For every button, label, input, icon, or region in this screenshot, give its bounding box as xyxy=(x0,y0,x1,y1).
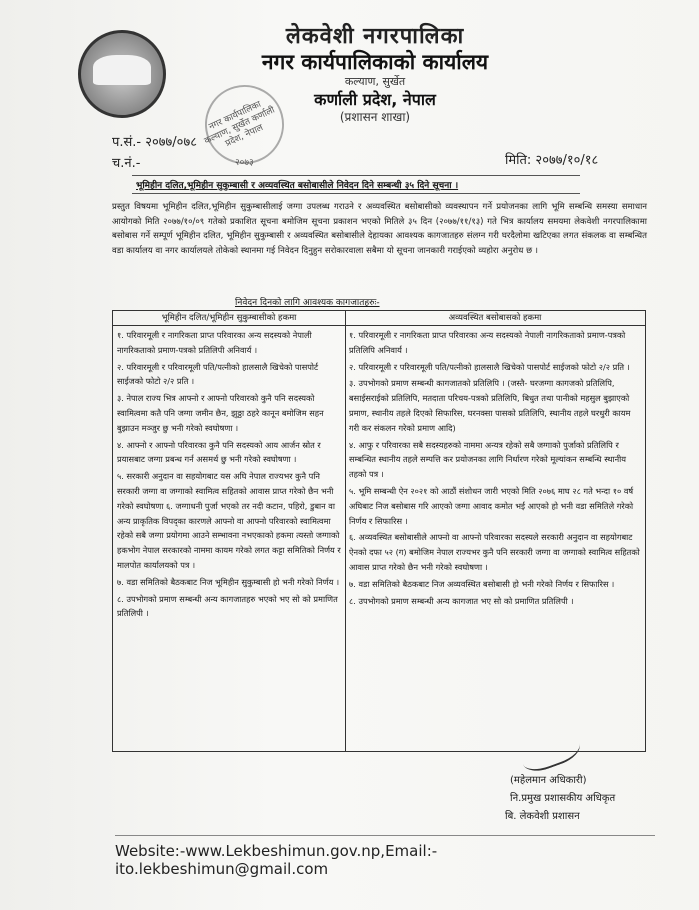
documents-required-label: निवेदन दिनको लागि आवश्यक कागजातहरुः- xyxy=(235,298,380,308)
signatory-title: नि.प्रमुख प्रशासकीय अधिकृत xyxy=(510,793,616,804)
nepal-emblem-logo xyxy=(78,30,166,118)
office-name: नगर कार्यपालिकाको कार्यालय xyxy=(261,50,489,74)
list-item: २. परिवारमूली र परिवारमूली पति/पत्नीको हालसालै खिचेको पासपोर्ट साईजको फोटो २/२ प्रति । xyxy=(349,361,630,372)
office-location: कल्याण, सुर्खेत xyxy=(344,75,406,88)
list-item: ५. सरकारी अनुदान वा सहयोगबाट यस अघि नेपाल राज्यभर कुनै पनि सरकारी जग्गा वा जग्गाको स्वामित्व सहितको आवास प्राप्त गरेको छैन भनी गरेको स्वघोषणा ६. जग्गाधनी पुर्जा भएको तर नदी कटान, पहिरो, डुबान वा अन्य प्राकृतिक विपद्का कारणले आफ्नो वा आफ्नो परिवारको स्वामित्वमा रहेको सबै जग्गा प्रयोगमा आउने सम्भावना नभएकाको हकमा त्यस्तो जग्गाको हकभोग नेपाल सरकारको नाममा कायम गरेको लगत कट्टा समितिको निर्णय र मालपोत कार्यालयको पत्र । xyxy=(117,471,341,570)
notice-subject: भूमिहीन दलित,भूमिहीन सुकुम्बासी र अव्यवस्थित बसोबासीले निवेदन दिने सम्बन्धी ३५ दिने सूचना । xyxy=(132,175,580,194)
stamp-year: २०७३ xyxy=(235,158,254,168)
list-item: २. परिवारमूली र परिवारमूली पति/पत्नीको हालसालै खिचेको पासपोर्ट साईजको फोटो २/२ प्रति । xyxy=(117,361,319,387)
requirements-table xyxy=(112,310,646,752)
left-column xyxy=(113,311,346,751)
list-item: ४. आफ्नो र आफ्नो परिवारका कुनै पनि सदस्यको आय आर्जन स्रोत र प्रयासबाट जग्गा प्रबन्ध गर्न असमर्थ छु भनी गरेको स्वघोषणा । xyxy=(117,439,321,465)
signatory-office: बि. लेकवेशी प्रशासन xyxy=(505,811,580,822)
reference-number: प.सं.- २०७७/०७८ xyxy=(112,135,197,150)
branch-name: (प्रशासन शाखा) xyxy=(339,110,411,124)
notice-body: प्रस्तुत विषयमा भूमिहीन दलित,भूमिहीन सुकुम्बासीलाई जग्गा उपलब्ध गराउने र अव्यवस्थित बसोबासीको व्यवस्थापन गर्ने प्रयोजनका लागि भूमि सम्बन्धि समस्या समाधान आयोगको मिति २०७७/१०/०९ गतेको प्रकाशित सूचना बमोजिम सूचना प्रकाशन भएको मितिले ३५ दिन (२०७७/११/१३) गते भित्र कार्यालय समयमा लेकवेशी नगरपालिकामा बसोबास गर्ने सम्पूर्ण भूमिहीन दलित, भूमिहीन सुकुम्बासी र अव्यवस्थित बसोबासीले देहायका आवश्यक कागजातहरु संलग्न गरी घरदैलोमा खटिएका लगत संकलक वा सम्बन्धित वडा कार्यालय वा नगर कार्यालयले तोकेको स्थानमा गई निवेदन दिनुहुन सरोकारवाला सबैमा यो सूचना जानकारी गराईएको व्यहोरा अनुरोध छ । xyxy=(112,202,647,256)
list-item: ७. वडा समितिको बैठकबाट निज भूमिहीन सुकुम्बासी हो भनी गरेको निर्णय । xyxy=(117,576,340,587)
municipality-name: लेकवेशी नगरपालिका xyxy=(285,24,465,49)
list-item: ७. वडा समितिको बैठकबाट निज अव्यवस्थित बसोबासी हो भनी गरेको निर्णय र सिफारिस । xyxy=(349,578,615,589)
list-item: ३. नेपाल राज्य भित्र आफ्नो र आफ्नो परिवारको कुनै पनि सदस्यको स्वामित्वमा कतै पनि जग्गा जमीन छैन, झुठ्ठा ठहरे कानून बमोजिम सहन बुझाउन मञ्जुर छु भनी गरेको स्वघोषणा । xyxy=(117,393,324,433)
dispatch-number: च.नं.- xyxy=(112,156,141,171)
stamp-text: नगर कार्यपालिका कल्याण, सुर्खेत कर्णाली प्रदेश, नेपाल xyxy=(203,99,277,150)
footer-contact: Website:-www.Lekbeshimun.gov.np,Email:- ito.lekbeshimun@gmail.com xyxy=(115,835,655,878)
list-item: ८. उपभोगको प्रमाण सम्बन्धी अन्य कागजात भए सो को प्रमाणित प्रतिलिपी । xyxy=(349,595,574,606)
list-item: १. परिवारमूली र नागरिकता प्राप्त परिवारका अन्य सदस्यको नेपाली नागरिकताको प्रमाण-पत्रको प्रतिलिपी अनिवार्य । xyxy=(117,330,312,355)
province-name: कर्णाली प्रदेश, नेपाल xyxy=(314,90,436,109)
signatory-name: (महेलमान अधिकारी) xyxy=(510,775,587,786)
list-item: ८. उपभोगको प्रमाण सम्बन्धी अन्य कागजातहरु भएको भए सो को प्रमाणित प्रतिलिपी । xyxy=(117,593,338,619)
right-column-heading: अव्यवस्थित बसोबासको हकमा xyxy=(345,311,645,326)
left-column-heading: भूमिहीन दलित/भूमिहीन सुकुम्बासीको हकमा xyxy=(113,311,345,326)
letter-date: मिति: २०७७/१०/१८ xyxy=(505,153,599,168)
list-item: ३. उपभोगको प्रमाण सम्बन्धी कागजातको प्रतिलिपि । (जस्तै- घरजग्गा कागजको प्रतिलिपि, बसाईसराईको प्रतिलिपि, मतदाता परिचय-पत्रको प्रतिलिपि, बिधुत तथा पानीको महसुल बुझाएको प्रमाण, स्थानीय तहले दिएको सिफारिस, घरनक्सा पासको प्रतिलिपि, स्थानीय तहले घरधुरी कायम गरी कर संकलन गरेको प्रमाण आदि) xyxy=(349,378,631,433)
list-item: ४. आफु र परिवारका सबै सदस्यहरुको नाममा अन्यत्र रहेको सबै जग्गाको पुर्जाको प्रतिलिपि र सम्बन्धित स्थानीय तहले सम्पत्ति कर प्रयोजनका लागि निर्धारण गरेको मूल्यांकन सम्बन्धि स्थानीय तहको पत्र । xyxy=(349,439,626,480)
right-column xyxy=(345,311,645,751)
list-item: १. परिवारमूली र नागरिकता प्राप्त परिवारका अन्य सदस्यको नेपाली नागरिकताको प्रमाण-पत्रको प्रतिलिपि अनिवार्य । xyxy=(349,330,626,355)
list-item: ५. भूमि सम्बन्धी ऐन २०२१ को आठौं संशोधन जारी भएको मिति २०७६ माघ २८ गते भन्दा १० वर्ष अघिबाट निज बसोबास गरि आएको जग्गा आवाद कमोत भई आएको हो भनी वडा समितिले गरेको निर्णय र सिफारिस । xyxy=(349,485,634,526)
list-item: ६. अव्यवस्थित बसोबासीले आफ्नो वा आफ्नो परिवारका सदस्यले सरकारी अनुदान वा सहयोगबाट ऐनको दफा ५२ (ग) बमोजिम नेपाल राज्यभर कुनै पनि सरकारी जग्गा वा जग्गाको स्वामित्व सहितको आवास प्राप्त गरेको छैन भनी गरेको स्वघोषणा । xyxy=(349,532,640,572)
